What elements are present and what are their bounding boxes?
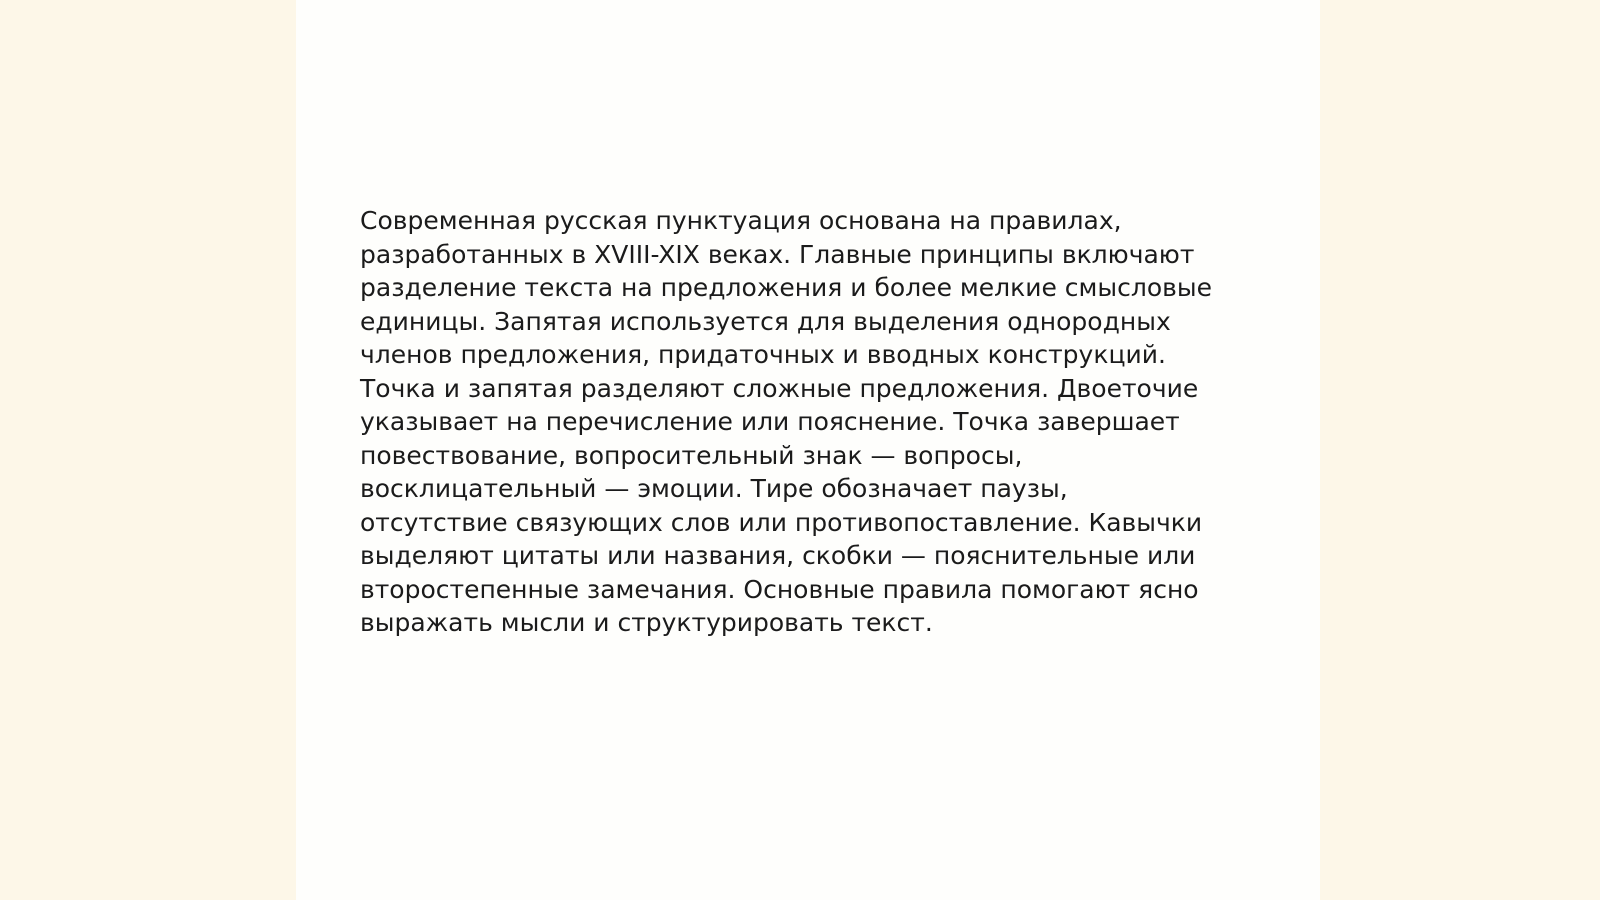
- paragraph-line: Современная русская пунктуация основана на правилах,: [360, 206, 1122, 235]
- document-page: [296, 0, 1320, 900]
- paragraph-line: единицы. Запятая используется для выделения однородных: [360, 306, 1171, 336]
- paragraph-line: отсутствие связующих слов или противопоставление. Кавычки: [360, 507, 1203, 537]
- paragraph-line: выражать мысли и структурировать текст.: [360, 608, 933, 637]
- paragraph-line: разработанных в XVIII-XIX веках. Главные принципы включают: [360, 239, 1195, 269]
- paragraph-line: Точка и запятая разделяют сложные предложения. Двоеточие: [360, 373, 1199, 403]
- paragraph-line: разделение текста на предложения и более мелкие смысловые: [360, 273, 1213, 302]
- paragraph-line: повествование, вопросительный знак — вопросы,: [360, 440, 1023, 470]
- paragraph-line: указывает на перечисление или пояснение. Точка завершает: [360, 407, 1180, 436]
- body-paragraph: [360, 204, 1260, 640]
- paragraph-line: второстепенные замечания. Основные правила помогают ясно: [360, 574, 1199, 604]
- paragraph-line: выделяют цитаты или названия, скобки — пояснительные или: [360, 541, 1196, 570]
- paragraph-line: членов предложения, придаточных и вводных конструкций.: [360, 340, 1166, 369]
- paragraph-line: восклицательный — эмоции. Тире обозначает паузы,: [360, 474, 1068, 503]
